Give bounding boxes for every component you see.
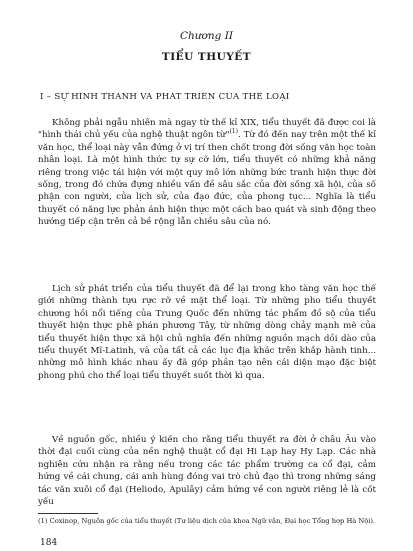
paragraph-1 [38,117,376,229]
paragraph-3-text: Về nguồn gốc, nhiều ý kiến cho rằng tiểu thuyết ra đời ở châu Âu vào thời đại cuối cùng của nền nghệ thuật cổ đại Hi Lạp hay Hy Lạp. Các nhà nghiên cứu nhận ra rằng nếu trong các tác phẩm trường ca cổ đại, cảm hứng về cái chung, cái anh hùng đóng vai trò chủ đạo thì trong những sáng tác văn xuôi cổ đại (Heliodo, Apulây) cảm hứng về con người riêng lẻ là cốt yếu [38,435,376,508]
paragraph-1-rest: . Từ đó đến nay trên một thế kỉ văn học, thể loại này vẫn đứng ở vị trí then chốt trong đời sống văn học toàn nhân loại. Là một hình thức tự sự cỡ lớn, tiểu thuyết có những khả năng riêng trong việc tái hiện với một quy mô lớn những bức tranh hiện thực đời sống, trong đó chứa đựng nhiều vấn đề sâu sắc của đời sống xã hội, của số phận con người, của lịch sử, của đạo đức, của phong tục... Nghĩa là tiểu thuyết có năng lực phản ánh hiện thực một cách bao quát và sinh động theo hướng tiếp cận trên cả bề rộng lẫn chiều sâu của nó. [38,130,376,228]
chapter-label: Chương II [180,30,233,42]
paragraph-2-text: Lịch sử phát triển của tiểu thuyết đã để lại trong kho tàng văn học thế giới những thành tựu rực rỡ về mặt thể loại. Từ những pho tiểu thuyết chương hồi nổi tiếng của Trung Quốc đến những tác phẩm đồ sộ của tiểu thuyết hiện thực phê phán phương Tây, từ những dòng chảy mạnh mẽ của tiểu thuyết hiện thực xã hội chủ nghĩa đến những nguồn mạch dồi dào của tiểu thuyết Mĩ-Latinh, và của tất cả các lục địa khác trên khắp hành tinh... những mô hình khác nhau ấy đã góp phần tạo nên cái diện mạo đặc biệt phong phú cho thể loại tiểu thuyết suốt thời kì qua. [38,284,376,381]
page-number: 184 [40,538,58,548]
paragraph-2 [38,283,376,382]
footnote-marker: (1) [229,128,238,136]
chapter-title: TIỂU THUYẾT [161,51,252,63]
footnote-rule [38,513,98,514]
paragraph-3 [38,434,376,508]
footnote: (1) Coxinop, Nguồn gốc của tiểu thuyết (Tư liệu dịch của khoa Ngữ văn, Đại học Tổng hợp Hà Nội). [38,517,376,525]
paragraph-1-text: Không phải ngẫu nhiên mà ngay từ thế kỉ XIX, tiểu thuyết đã được coi là "hình thái chủ yếu của nghệ thuật ngôn từ" [38,118,376,141]
section-heading: I – SỰ HÌNH THÀNH VÀ PHÁT TRIỂN CỦA THỂ LOẠI [40,92,290,102]
